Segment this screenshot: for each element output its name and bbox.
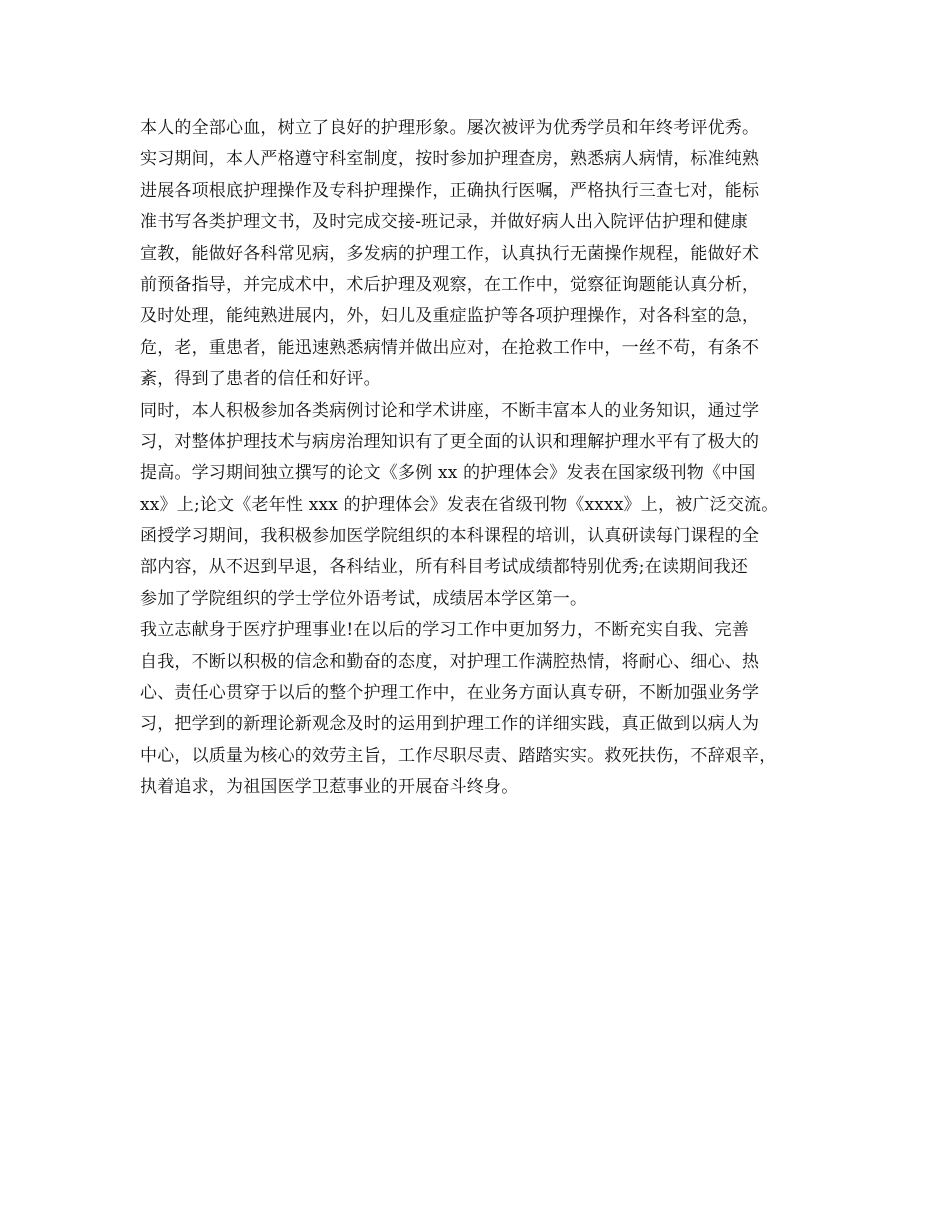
text-line: 习，把学到的新理论新观念及时的运用到护理工作的详细实践，真正做到以病人为 <box>140 714 760 735</box>
text-line: 提高。学习期间独立撰写的论文《多例 xx 的护理体会》发表在国家级刊物《中国 <box>140 463 756 484</box>
text-line: 紊，得到了患者的信任和好评。 <box>140 369 381 390</box>
text-line: xx》上;论文《老年性 xxx 的护理体会》发表在省级刊物《xxxx》上，被广泛交流。 <box>140 494 779 515</box>
text-line: 危，老，重患者，能迅速熟悉病情并做出应对，在抢救工作中，一丝不苟，有条不 <box>140 337 760 358</box>
text-line: 前预备指导，并完成术中，术后护理及观察，在工作中，觉察征询题能认真分析， <box>140 274 760 295</box>
text-line: 自我，不断以积极的信念和勤奋的态度，对护理工作满腔热情，将耐心、细心、热 <box>140 651 760 672</box>
document-body <box>140 113 830 804</box>
text-line: 宣教，能做好各科常见病，多发病的护理工作，认真执行无菌操作规程，能做好术 <box>140 243 760 264</box>
text-line: 进展各项根底护理操作及专科护理操作，正确执行医嘱，严格执行三查七对，能标 <box>140 180 760 201</box>
text-line: 函授学习期间，我积极参加医学院组织的本科课程的培训，认真研读每门课程的全 <box>140 526 760 547</box>
text-line: 实习期间，本人严格遵守科室制度，按时参加护理查房，熟悉病人病情，标准纯熟 <box>140 149 760 170</box>
text-line: 部内容，从不迟到早退，各科结业，所有科目考试成绩都特别优秀;在读期间我还 <box>140 557 748 578</box>
text-line: 本人的全部心血，树立了良好的护理形象。屡次被评为优秀学员和年终考评优秀。 <box>140 118 760 138</box>
text-line: 参加了学院组织的学士学位外语考试，成绩居本学区第一。 <box>140 588 588 609</box>
text-line: 执着追求，为祖国医学卫惹事业的开展奋斗终身。 <box>140 777 519 798</box>
text-line: 准书写各类护理文书，及时完成交接-班记录，并做好病人出入院评估护理和健康 <box>140 212 748 233</box>
text-line: 同时，本人积极参加各类病例讨论和学术讲座，不断丰富本人的业务知识，通过学 <box>140 400 760 421</box>
text-line: 心、责任心贯穿于以后的整个护理工作中，在业务方面认真专研，不断加强业务学 <box>140 683 760 704</box>
text-line: 我立志献身于医疗护理事业!在以后的学习工作中更加努力，不断充实自我、完善 <box>140 620 750 641</box>
text-line: 习，对整体护理技术与病房治理知识有了更全面的认识和理解护理水平有了极大的 <box>140 431 760 452</box>
text-line: 及时处理，能纯熟进展内，外，妇儿及重症监护等各项护理操作，对各科室的急， <box>140 306 760 327</box>
text-line: 中心，以质量为核心的效劳主旨，工作尽职尽责、踏踏实实。救死扶伤，不辞艰辛， <box>140 745 777 766</box>
